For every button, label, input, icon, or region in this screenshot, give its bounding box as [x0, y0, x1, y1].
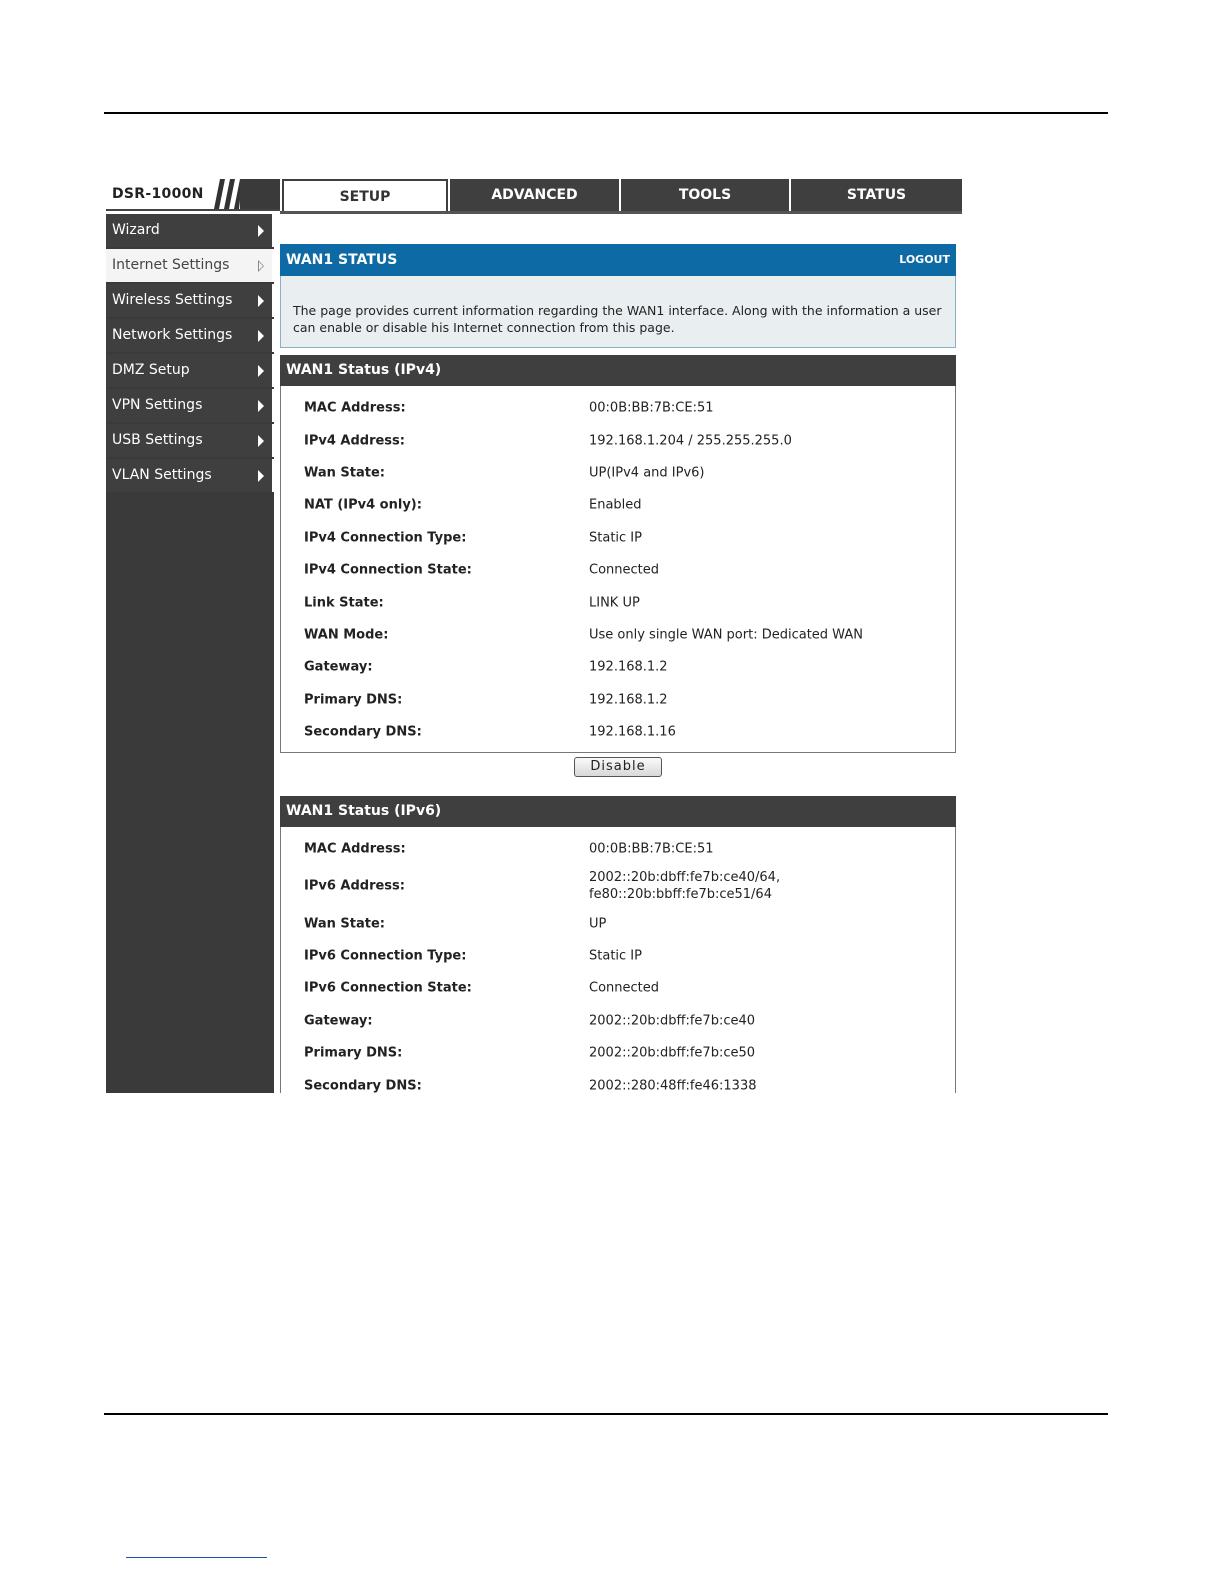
arrow-right-icon — [258, 470, 264, 482]
row-value: UP — [589, 916, 607, 932]
ipv4-status-table — [280, 386, 956, 753]
row-value: LINK UP — [589, 595, 640, 611]
sidebar-item-dmz-setup[interactable] — [106, 354, 274, 387]
row-value: Enabled — [589, 497, 642, 513]
button-bar — [280, 755, 956, 777]
page-footer-rule — [104, 1413, 1108, 1415]
row-value: 2002::280:48ff:fe46:1338 — [589, 1078, 757, 1093]
panel-header — [280, 244, 956, 276]
row-key: Gateway: — [304, 659, 373, 675]
sidebar-item-label: VLAN Settings — [112, 467, 212, 483]
status-row — [281, 586, 955, 618]
sidebar-item-wizard[interactable] — [106, 214, 274, 247]
row-value: UP(IPv4 and IPv6) — [589, 465, 705, 481]
row-key: IPv4 Connection Type: — [304, 530, 467, 546]
status-row — [281, 1005, 955, 1037]
arrow-right-icon — [258, 365, 264, 377]
row-key: Wan State: — [304, 465, 386, 481]
tabs-underline — [280, 211, 962, 214]
row-value: Connected — [589, 980, 660, 996]
status-row — [281, 1037, 955, 1069]
brand-bar — [106, 179, 280, 211]
arrow-right-icon — [258, 295, 264, 307]
tab-setup[interactable]: SETUP — [282, 179, 448, 211]
row-key: Link State: — [304, 595, 384, 611]
row-key: Secondary DNS: — [304, 724, 422, 740]
status-row — [281, 489, 955, 521]
row-value: 192.168.1.2 — [589, 659, 668, 675]
ipv6-status-section — [280, 796, 956, 1093]
tab-tools[interactable]: TOOLS — [621, 179, 791, 211]
row-key: MAC Address: — [304, 400, 406, 416]
tab-status[interactable]: STATUS — [791, 179, 962, 211]
sidebar-item-internet-settings[interactable] — [106, 249, 274, 282]
row-key: NAT (IPv4 only): — [304, 497, 422, 513]
row-value: 2002::20b:dbff:fe7b:ce50 — [589, 1045, 756, 1061]
ipv6-status-table — [280, 827, 956, 1093]
sidebar — [106, 214, 274, 1093]
sidebar-item-label: DMZ Setup — [112, 362, 190, 378]
sidebar-item-label: VPN Settings — [112, 397, 203, 413]
sidebar-item-usb-settings[interactable] — [106, 424, 274, 457]
intro-line: The page provides current information regarding the WAN1 interface. Along with the information a user — [293, 303, 942, 318]
status-row — [281, 865, 955, 907]
status-row — [281, 522, 955, 554]
sidebar-item-vlan-settings[interactable] — [106, 459, 274, 492]
row-value: 2002::20b:dbff:fe7b:ce40 — [589, 1013, 756, 1029]
row-key: Primary DNS: — [304, 692, 403, 708]
sidebar-item-label: Network Settings — [112, 327, 233, 343]
row-key: Secondary DNS: — [304, 1078, 422, 1093]
sidebar-item-label: Wizard — [112, 222, 160, 238]
status-row — [281, 907, 955, 939]
row-value: Use only single WAN port: Dedicated WAN — [589, 627, 863, 643]
row-value: Static IP — [589, 948, 642, 964]
status-row — [281, 392, 955, 424]
router-admin-ui — [106, 179, 962, 1093]
logout-link[interactable]: LOGOUT — [899, 253, 950, 266]
ipv6-address-line: 2002::20b:dbff:fe7b:ce40/64, — [589, 870, 781, 886]
status-row — [281, 940, 955, 972]
row-key: Wan State: — [304, 916, 386, 932]
row-value: 192.168.1.204 / 255.255.255.0 — [589, 433, 792, 449]
arrow-right-icon — [258, 400, 264, 412]
row-key: MAC Address: — [304, 841, 406, 857]
row-value: 192.168.1.16 — [589, 724, 676, 740]
row-key: WAN Mode: — [304, 627, 389, 643]
status-row — [281, 457, 955, 489]
row-key: IPv6 Connection Type: — [304, 948, 467, 964]
sidebar-item-vpn-settings[interactable] — [106, 389, 274, 422]
section-title: WAN1 Status (IPv6) — [280, 796, 956, 827]
brand-model-label: DSR-1000N — [112, 186, 204, 202]
status-row — [281, 424, 955, 456]
intro-line: can enable or disable his Internet connection from this page. — [293, 320, 675, 335]
footnote-separator — [126, 1557, 267, 1558]
status-row — [281, 716, 955, 748]
sidebar-item-label: USB Settings — [112, 432, 203, 448]
ipv4-status-section — [280, 355, 956, 753]
page-description — [280, 276, 956, 348]
sidebar-item-wireless-settings[interactable] — [106, 284, 274, 317]
page-header-rule — [104, 112, 1108, 114]
arrow-right-outline-icon — [258, 260, 264, 272]
row-value — [589, 869, 780, 903]
section-title: WAN1 Status (IPv4) — [280, 355, 956, 386]
status-row — [281, 651, 955, 683]
disable-button[interactable]: Disable — [574, 757, 662, 777]
row-key: Gateway: — [304, 1013, 373, 1029]
tab-advanced[interactable]: ADVANCED — [450, 179, 621, 211]
status-row — [281, 833, 955, 865]
row-key: IPv4 Address: — [304, 433, 405, 449]
status-row — [281, 684, 955, 716]
brand-slashes-icon — [210, 179, 242, 209]
brand-dark-block — [240, 179, 280, 209]
row-key: IPv4 Connection State: — [304, 562, 472, 578]
sidebar-item-network-settings[interactable] — [106, 319, 274, 352]
sidebar-item-label: Wireless Settings — [112, 292, 233, 308]
row-value: 00:0B:BB:7B:CE:51 — [589, 400, 714, 416]
top-nav-tabs — [280, 179, 962, 215]
sidebar-item-label: Internet Settings — [112, 257, 230, 273]
row-value: Connected — [589, 562, 660, 578]
arrow-right-icon — [258, 435, 264, 447]
row-key: IPv6 Connection State: — [304, 980, 472, 996]
status-row — [281, 1069, 955, 1093]
row-value: 192.168.1.2 — [589, 692, 668, 708]
status-row — [281, 554, 955, 586]
row-value: 00:0B:BB:7B:CE:51 — [589, 841, 714, 857]
row-key: Primary DNS: — [304, 1045, 403, 1061]
status-row — [281, 619, 955, 651]
arrow-right-icon — [258, 330, 264, 342]
status-row — [281, 972, 955, 1004]
row-value: Static IP — [589, 530, 642, 546]
arrow-right-icon — [258, 225, 264, 237]
page-title: WAN1 STATUS — [286, 252, 398, 268]
ipv6-address-line: fe80::20b:bbff:fe7b:ce51/64 — [589, 887, 772, 903]
row-key: IPv6 Address: — [304, 878, 405, 894]
